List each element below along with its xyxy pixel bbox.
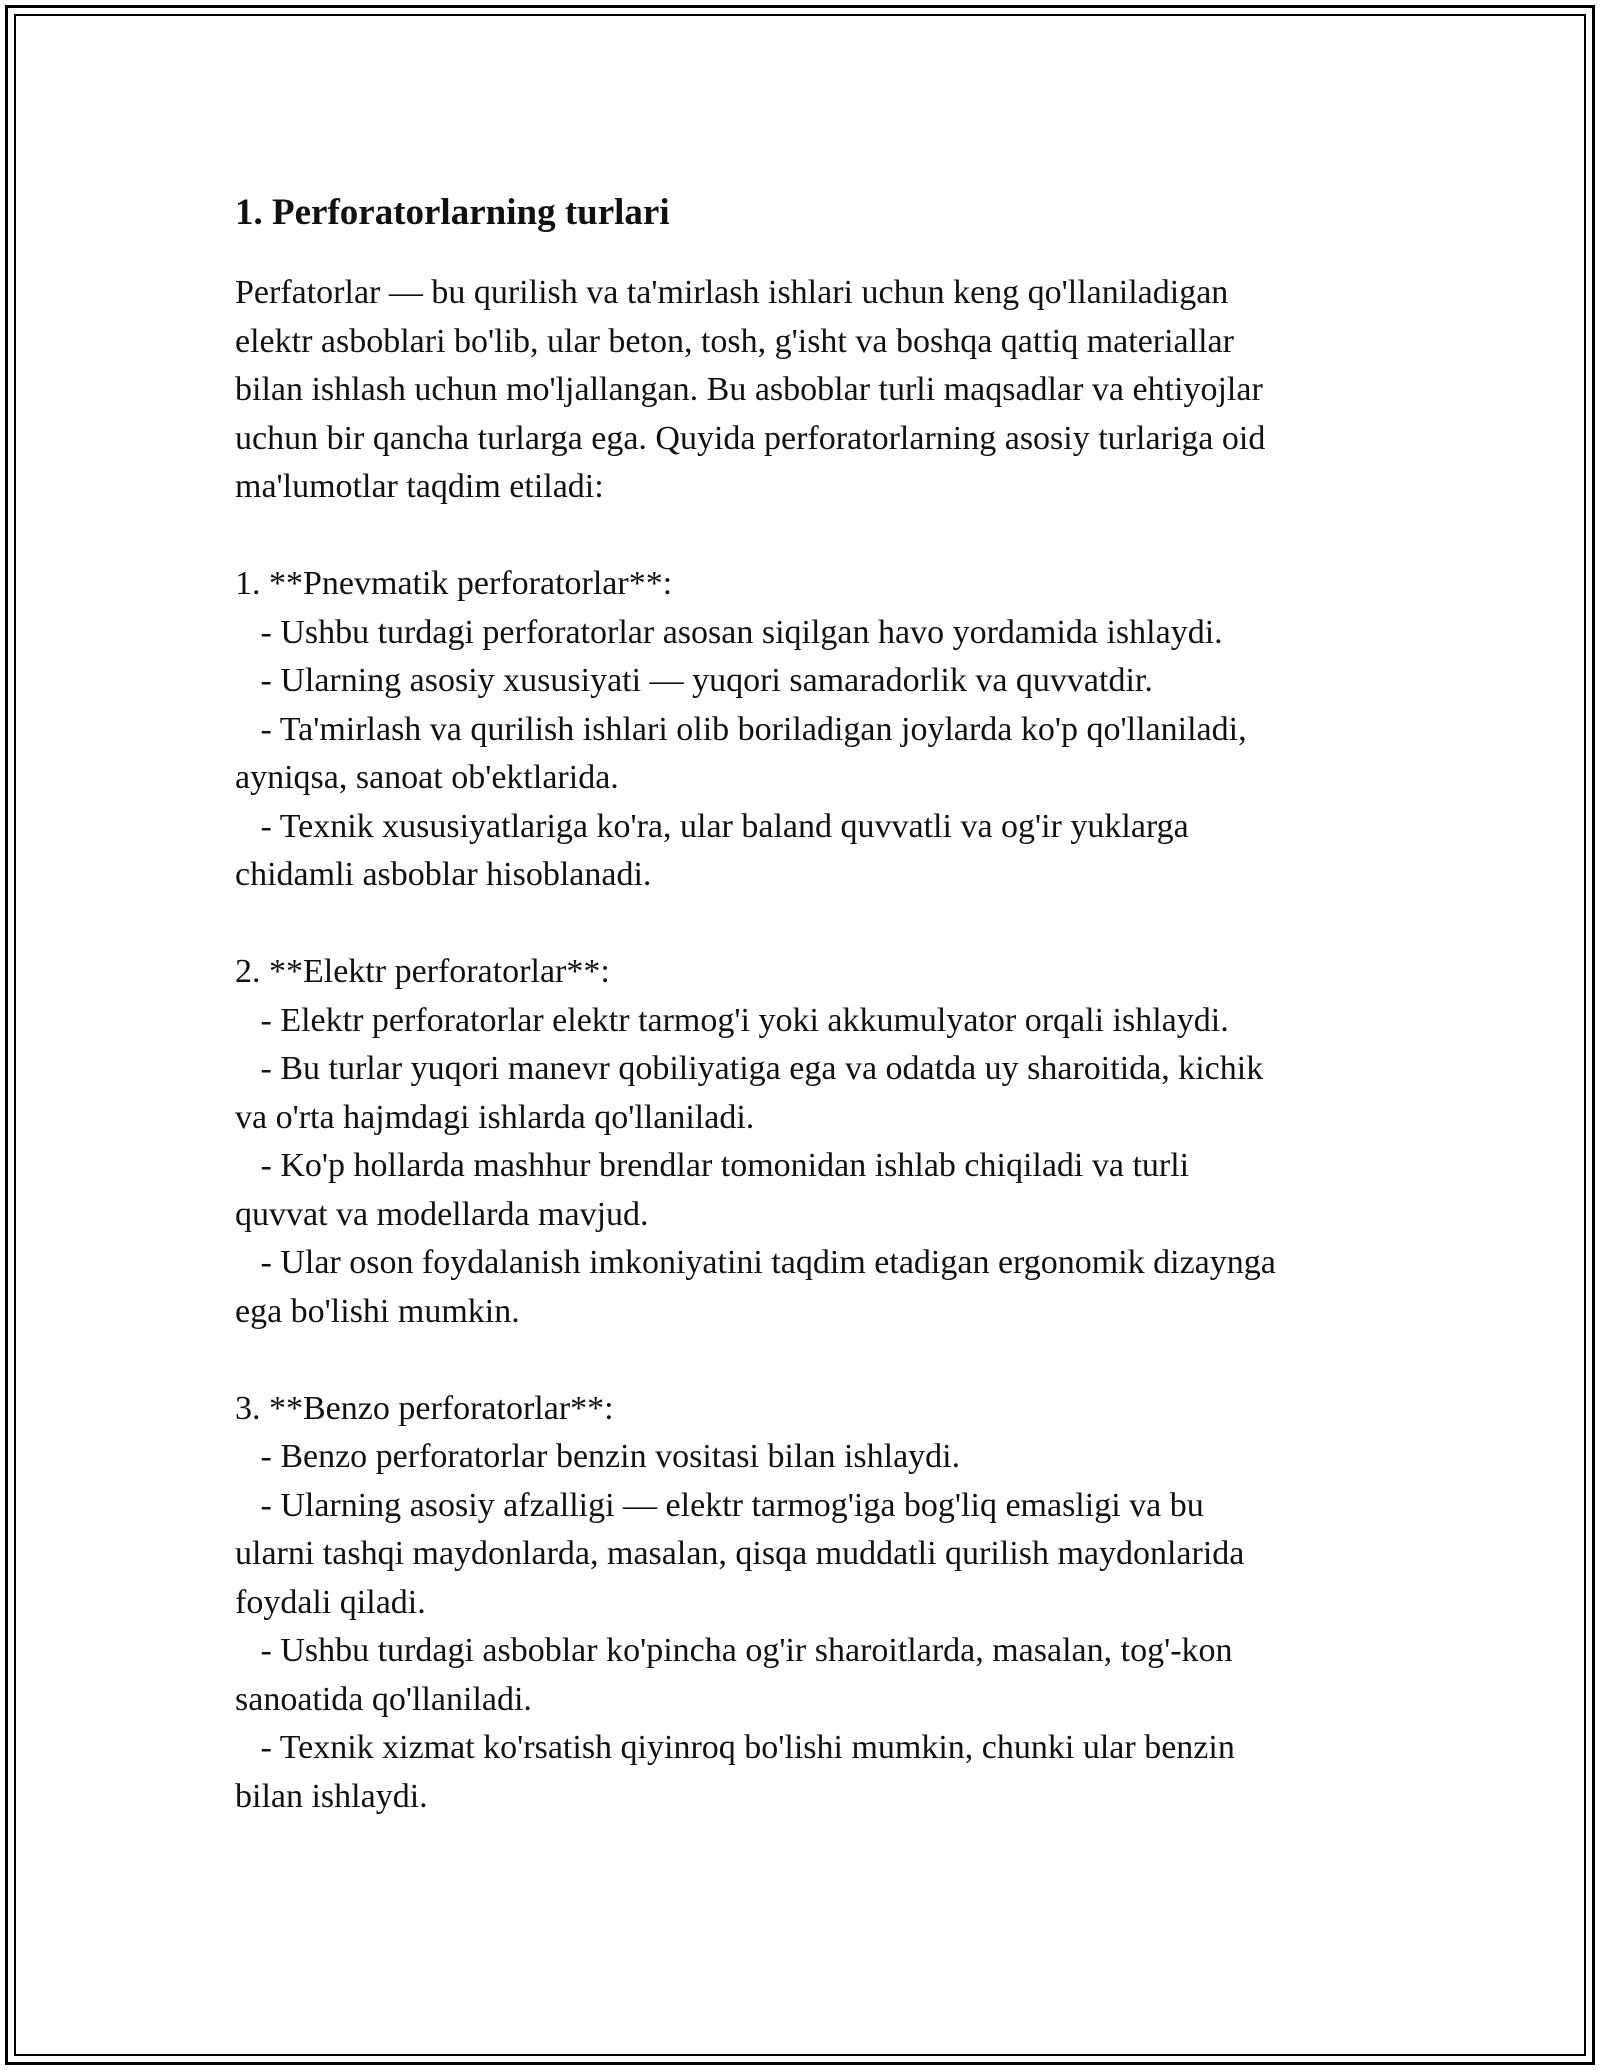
list-item: - Ularning asosiy afzalligi — elektr tarmog'iga bog'liq emasligi va bu [235, 1486, 1204, 1524]
section-pneumatic [235, 560, 1375, 900]
paragraph-gap [235, 900, 1375, 949]
intro-line: Perfatorlar — bu qurilish va ta'mirlash ishlari uchun keng qo'llaniladigan [235, 274, 1229, 311]
document-body [235, 185, 1375, 1821]
list-item-continuation: ularni tashqi maydonlarda, masalan, qisqa muddatli qurilish maydonlarida [235, 1535, 1245, 1572]
list-heading: 3. **Benzo perforatorlar**: [235, 1389, 614, 1427]
list-item: - Ushbu turdagi perforatorlar asosan siqilgan havo yordamida ishlaydi. [235, 613, 1223, 651]
list-item: - Ular oson foydalanish imkoniyatini taqdim etadigan ergonomik dizaynga [235, 1244, 1276, 1281]
list-item-continuation: quvvat va modellarda mavjud. [235, 1195, 649, 1233]
paragraph-gap [235, 1336, 1375, 1385]
list-item: - Elektr perforatorlar elektr tarmog'i yoki akkumulyator orqali ishlaydi. [235, 1001, 1229, 1039]
intro-paragraph [235, 269, 1375, 512]
list-item-continuation: sanoatida qo'llaniladi. [235, 1680, 532, 1718]
intro-line: ma'lumotlar taqdim etiladi: [235, 468, 604, 505]
list-item-continuation: bilan ishlaydi. [235, 1777, 428, 1815]
intro-line: uchun bir qancha turlarga ega. Quyida perforatorlarning asosiy turlariga oid [235, 419, 1266, 457]
list-item: - Ushbu turdagi asboblar ko'pincha og'ir sharoitlarda, masalan, tog'-kon [235, 1632, 1233, 1669]
list-item-continuation: foydali qiladi. [235, 1583, 426, 1621]
list-heading: 2. **Elektr perforatorlar**: [235, 953, 610, 990]
list-item: - Ularning asosiy xususiyati — yuqori samaradorlik va quvvatdir. [235, 662, 1153, 699]
list-item: - Texnik xizmat ko'rsatish qiyinroq bo'lishi mumkin, chunki ular benzin [235, 1729, 1235, 1766]
list-item-continuation: ega bo'lishi mumkin. [235, 1292, 520, 1330]
list-item: - Ta'mirlash va qurilish ishlari olib boriladigan joylarda ko'p qo'llaniladi, [235, 710, 1247, 748]
list-item: - Benzo perforatorlar benzin vositasi bilan ishlaydi. [235, 1438, 961, 1475]
section-electric [235, 948, 1375, 1336]
paragraph-gap [235, 512, 1375, 561]
list-item-continuation: ayniqsa, sanoat ob'ektlarida. [235, 759, 619, 796]
list-item: - Ko'p hollarda mashhur brendlar tomonidan ishlab chiqiladi va turli [235, 1147, 1190, 1184]
intro-line: elektr asboblari bo'lib, ular beton, tosh, g'isht va boshqa qattiq materiallar [235, 322, 1234, 360]
section-petrol [235, 1385, 1375, 1822]
list-heading: 1. **Pnevmatik perforatorlar**: [235, 565, 673, 602]
list-item-continuation: va o'rta hajmdagi ishlarda qo'llaniladi. [235, 1098, 755, 1136]
section-heading: 1. Perforatorlarning turlari [235, 192, 670, 233]
list-item-continuation: chidamli asboblar hisoblanadi. [235, 856, 652, 893]
list-item: - Bu turlar yuqori manevr qobiliyatiga ega va odatda uy sharoitida, kichik [235, 1050, 1264, 1087]
intro-line: bilan ishlash uchun mo'ljallangan. Bu asboblar turli maqsadlar va ehtiyojlar [235, 371, 1263, 408]
list-item: - Texnik xususiyatlariga ko'ra, ular baland quvvatli va og'ir yuklarga [235, 807, 1189, 845]
